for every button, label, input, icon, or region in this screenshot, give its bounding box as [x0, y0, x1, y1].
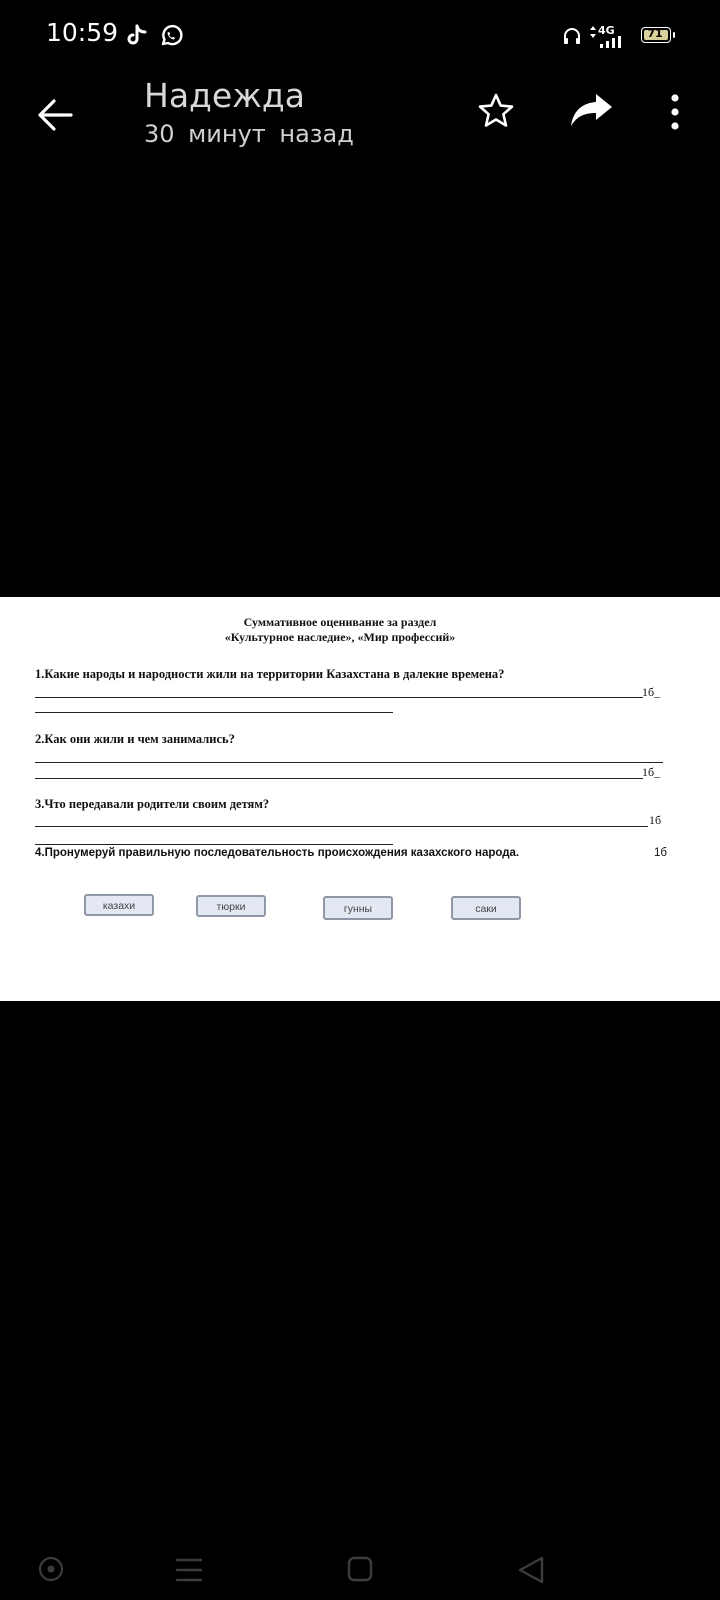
- battery-percent: 71: [647, 27, 663, 40]
- answer-line: [35, 762, 663, 763]
- question-4-score: 1б: [654, 847, 667, 859]
- headphones-icon: [562, 26, 582, 46]
- document-title-line-1: Суммативное оценивание за раздел: [243, 615, 437, 629]
- option-saki: саки: [451, 896, 521, 920]
- recent-dot-icon[interactable]: [38, 1556, 64, 1582]
- back-arrow-icon[interactable]: [36, 96, 74, 134]
- shared-image[interactable]: [0, 597, 720, 1001]
- answer-line: [35, 826, 648, 827]
- status-time: 10:59: [46, 18, 119, 47]
- question-3: 3.Что передавали родители своим детям?: [35, 797, 270, 811]
- tiktok-icon: [126, 24, 148, 48]
- message-time: 30 минут назад: [144, 120, 354, 148]
- signal-icon: [600, 36, 624, 48]
- question-2-score: 1б_: [642, 765, 661, 779]
- question-2: 2.Как они жили и чем занимались?: [35, 732, 235, 746]
- document-title-line-2: «Культурное наследие», «Мир профессий»: [224, 630, 456, 644]
- share-icon[interactable]: [570, 94, 614, 128]
- question-3-score: 1б: [649, 813, 662, 827]
- data-arrows-icon: [589, 26, 597, 38]
- option-kazakhi: казахи: [84, 894, 154, 916]
- answer-line: [35, 712, 393, 713]
- question-1: 1.Какие народы и народности жили на территории Казахстана в далекие времена?: [35, 667, 505, 681]
- network-type: 4G: [598, 24, 615, 37]
- system-nav-bar: [0, 1520, 720, 1600]
- menu-icon[interactable]: [176, 1558, 202, 1582]
- battery-icon: [641, 27, 671, 43]
- home-square-icon[interactable]: [347, 1556, 373, 1582]
- answer-line: [35, 844, 393, 845]
- sender-name: Надежда: [144, 76, 305, 115]
- option-tyurki: тюрки: [196, 895, 266, 917]
- question-1-score: 1б_: [642, 685, 661, 699]
- status-bar: [0, 0, 720, 72]
- document-title: [0, 615, 680, 645]
- whatsapp-icon: [158, 23, 184, 49]
- option-gunny: гунны: [323, 896, 393, 920]
- question-4: 4.Пронумеруй правильную последовательность происхождения казахского народа.: [35, 847, 520, 859]
- answer-line: [35, 778, 643, 779]
- answer-line: [35, 697, 643, 698]
- back-triangle-icon[interactable]: [517, 1555, 545, 1585]
- more-vert-icon[interactable]: [669, 94, 681, 130]
- star-icon[interactable]: [477, 92, 515, 130]
